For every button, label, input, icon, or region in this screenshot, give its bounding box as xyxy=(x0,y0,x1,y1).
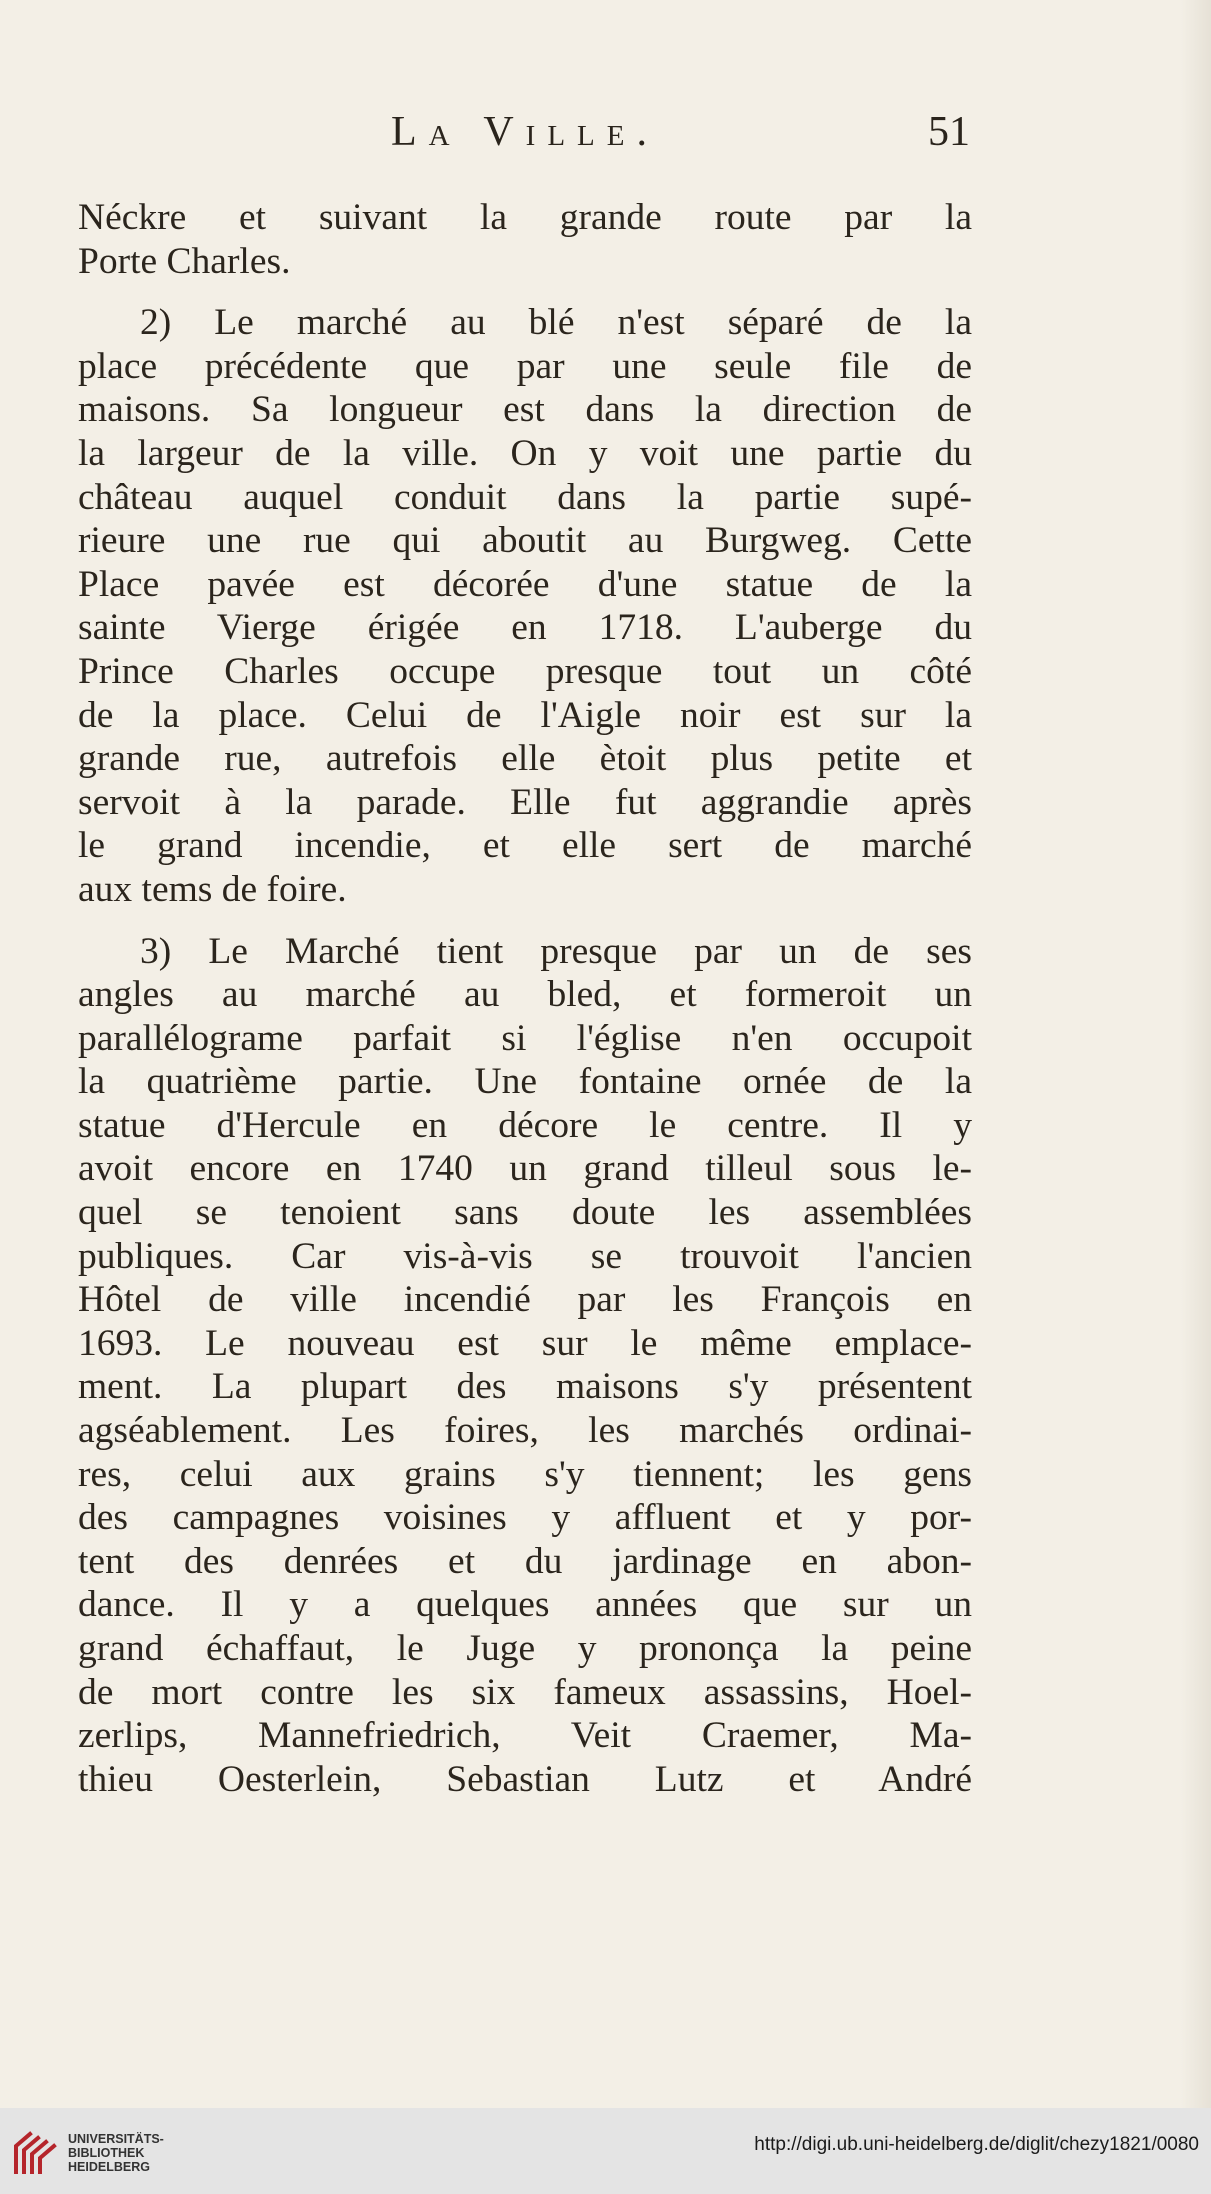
text-line: angles au marché au bled, et formeroit un xyxy=(78,974,972,1016)
text-line: la largeur de la ville. On y voit une partie du xyxy=(78,432,972,474)
text-line: le grand incendie, et elle sert de marché xyxy=(78,825,972,867)
text-line: servoit à la parade. Elle fut aggrandie après xyxy=(78,781,972,823)
page-edge-shadow xyxy=(1181,0,1211,2108)
text-line: tent des denrées et du jardinage en abon- xyxy=(78,1540,972,1582)
text-line: avoit encore en 1740 un grand tilleul sous le- xyxy=(78,1148,972,1190)
text-line: dance. Il y a quelques années que sur un xyxy=(78,1584,972,1626)
text-line: quel se tenoient sans doute les assemblées xyxy=(78,1192,972,1234)
text-line: des campagnes voisines y affluent et y por- xyxy=(78,1497,972,1539)
text-line: grande rue, autrefois elle ètoit plus petite et xyxy=(78,738,972,780)
text-line: zerlips, Mannefriedrich, Veit Craemer, Ma- xyxy=(78,1715,972,1757)
library-name-line: HEIDELBERG xyxy=(68,2160,150,2174)
text-line: château auquel conduit dans la partie supé- xyxy=(78,476,972,518)
library-name-line: UNIVERSITÄTS- xyxy=(68,2132,164,2146)
text-line: Hôtel de ville incendié par les François en xyxy=(78,1279,972,1321)
text-line: place précédente que par une seule file de xyxy=(78,345,972,387)
running-title: La Ville. xyxy=(391,109,659,155)
text-line: parallélograme parfait si l'église n'en occupoit xyxy=(78,1017,972,1059)
text-line: thieu Oesterlein, Sebastian Lutz et André xyxy=(78,1758,972,1800)
viewer-footer xyxy=(0,2108,1211,2194)
text-line: agséablement. Les foires, les marchés ordinai- xyxy=(78,1410,972,1452)
library-name xyxy=(68,2132,164,2174)
body-text xyxy=(78,196,972,1801)
text-line: maisons. Sa longueur est dans la direction de xyxy=(78,389,972,431)
text-line: ment. La plupart des maisons s'y présentent xyxy=(78,1366,972,1408)
library-logo-icon xyxy=(10,2128,60,2178)
text-line: Prince Charles occupe presque tout un côté xyxy=(78,650,972,692)
text-line: publiques. Car vis-à-vis se trouvoit l'ancien xyxy=(78,1235,972,1277)
text-line: res, celui aux grains s'y tiennent; les gens xyxy=(78,1453,972,1495)
text-line: rieure une rue qui aboutit au Burgweg. Cette xyxy=(78,520,972,562)
text-line: 3) Le Marché tient presque par un de ses xyxy=(140,930,972,972)
text-line: Néckre et suivant la grande route par la xyxy=(78,197,972,238)
text-line: la quatrième partie. Une fontaine ornée de la xyxy=(78,1061,972,1103)
text-line: de la place. Celui de l'Aigle noir est sur la xyxy=(78,694,972,736)
text-line: Place pavée est décorée d'une statue de la xyxy=(78,563,972,605)
text-line: grand échaffaut, le Juge y prononça la peine xyxy=(78,1628,972,1669)
text-line: sainte Vierge érigée en 1718. L'auberge du xyxy=(78,607,972,649)
text-line: 1693. Le nouveau est sur le même emplace- xyxy=(78,1322,972,1364)
text-line: aux tems de foire. xyxy=(78,868,347,910)
page-number: 51 xyxy=(928,109,970,155)
text-line: 2) Le marché au blé n'est séparé de la xyxy=(140,302,972,344)
text-line: Porte Charles. xyxy=(78,240,291,282)
permalink-url[interactable]: http://digi.ub.uni-heidelberg.de/diglit/chezy1821/0080 xyxy=(754,2134,1199,2155)
running-head xyxy=(80,108,970,168)
text-line: de mort contre les six fameux assassins, Hoel- xyxy=(78,1671,972,1713)
text-line: statue d'Hercule en décore le centre. Il y xyxy=(78,1104,972,1146)
library-name-line: BIBLIOTHEK xyxy=(68,2146,145,2160)
